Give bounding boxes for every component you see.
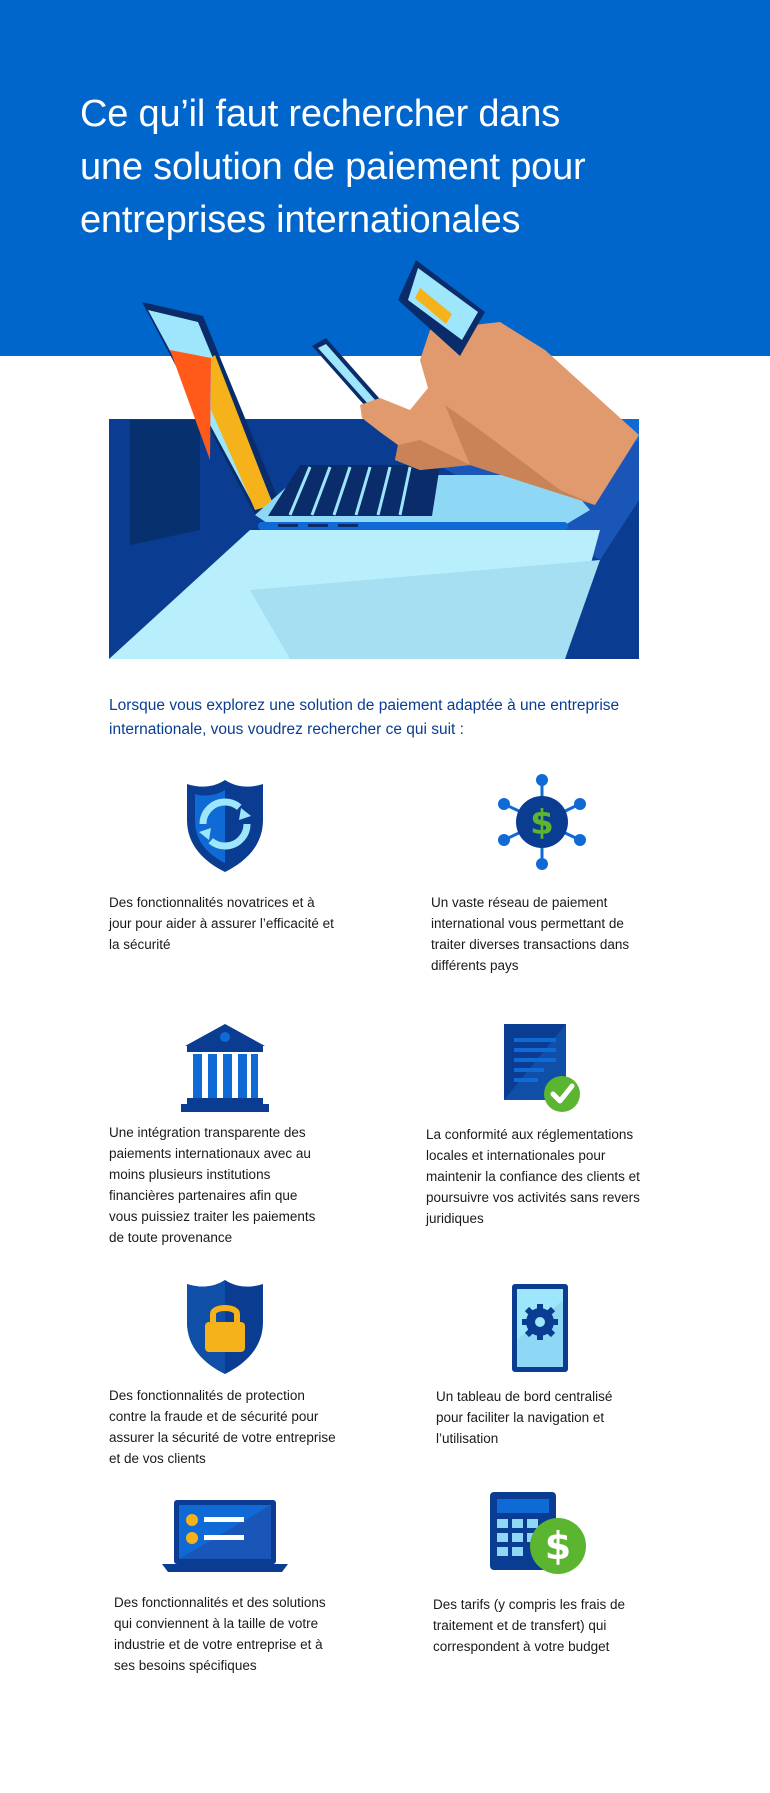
lock-shield-icon (175, 1278, 275, 1378)
feature-8-text: Des tarifs (y compris les frais de traitement et de transfert) qui correspondent à votre budget (433, 1597, 626, 1654)
feature-1-text: Des fonctionnalités novatrices et à jour pour aider à assurer l’efficacité et la sécurité (109, 895, 334, 952)
svg-text:$: $ (544, 1524, 572, 1568)
feature-6-text: Un tableau de bord centralisé pour faciliter la navigation et l’utilisation (436, 1389, 613, 1446)
feature-2-text: Un vaste réseau de paiement international vous permettant de traiter diverses transactions dans différents pays (431, 895, 630, 973)
document-check-icon (492, 1018, 592, 1118)
feature-7-text: Des fonctionnalités et des solutions qui conviennent à la taille de votre industrie et de votre entreprise et à ses besoins spécifiques (114, 1595, 326, 1673)
online-payment-illustration (0, 260, 770, 680)
dollar-network-icon (492, 772, 592, 872)
feature-5-text: Des fonctionnalités de protection contre la fraude et de sécurité pour assurer la sécurité de votre entreprise et de vos clients (109, 1388, 336, 1466)
title-line-2: une solution de paiement pour (80, 146, 586, 188)
laptop-list-icon (158, 1492, 292, 1582)
feature-4-text: La conformité aux réglementations locales et internationales pour maintenir la confiance des clients et poursuivre vos activités sans revers juridiques (426, 1127, 640, 1226)
intro-text: Lorsque vous explorez une solution de paiement adaptée à une entreprise internationale, vous voudrez rechercher ce qui suit : (109, 697, 620, 738)
tablet-gear-icon (490, 1280, 590, 1380)
title-line-3: entreprises internationales (80, 199, 521, 241)
page-title (80, 88, 680, 247)
feature-3-text: Une intégration transparente des paiements internationaux avec au moins plusieurs institutions financières partenaires afin que vous puissiez traiter les paiements de toute provenance (109, 1125, 316, 1245)
bank-building-icon (175, 1018, 275, 1118)
refresh-shield-icon (175, 776, 275, 876)
calculator-dollar-icon (486, 1486, 596, 1586)
svg-text:$: $ (530, 803, 554, 843)
title-line-1: Ce qu’il faut rechercher dans (80, 93, 561, 135)
